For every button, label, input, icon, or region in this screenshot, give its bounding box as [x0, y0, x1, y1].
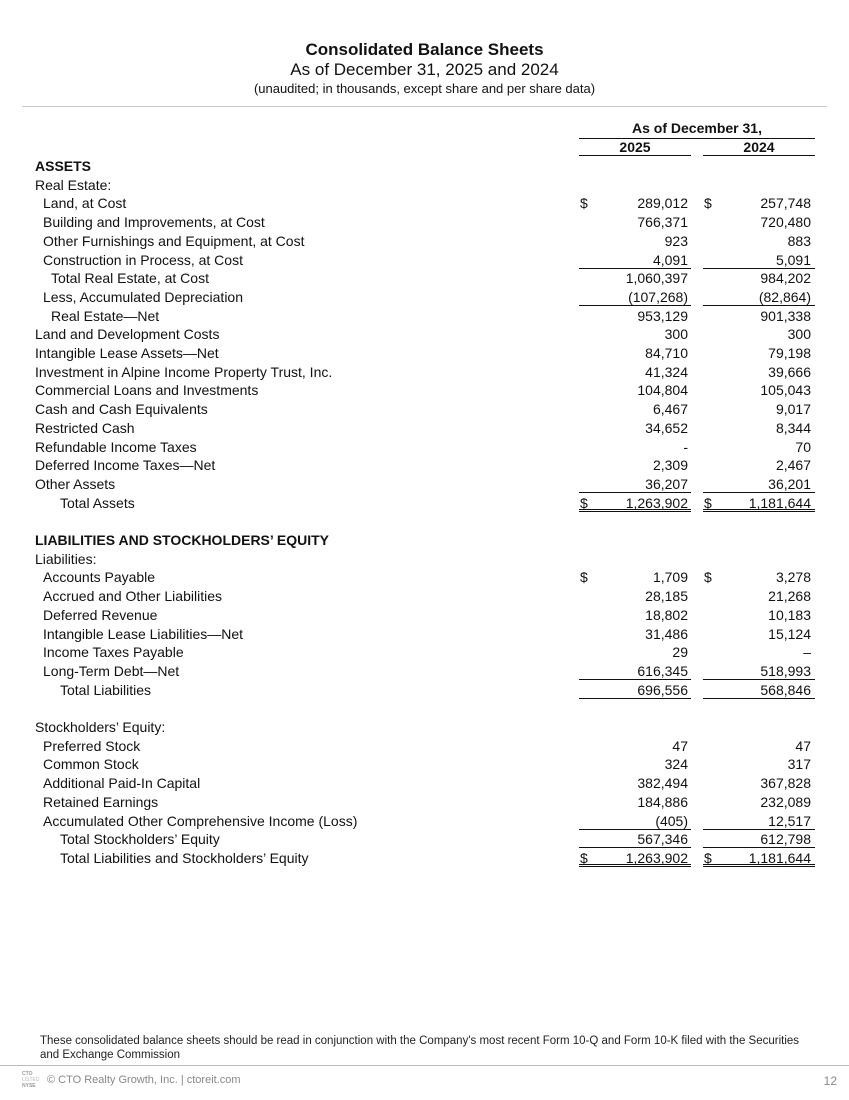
logo-bottom-text: NYSE [22, 1083, 36, 1089]
value-2024: 12,517 [703, 812, 815, 830]
row-deferred-revenue [0, 606, 849, 625]
currency-symbol: $ [704, 569, 712, 586]
value-2025: 47 [672, 737, 688, 754]
value-2024: 3,278 [775, 569, 811, 586]
footnote: These consolidated balance sheets should be read in conjunction with the Company's most recent Form 10-Q and Form 10-K filed with the Securities and Exchange Commission [40, 1035, 800, 1061]
value-2024: 883 [787, 232, 811, 249]
row-accounts-payable [0, 568, 849, 587]
row-label: Intangible Lease Liabilities—Net [43, 625, 244, 642]
value-2024: 9,017 [775, 401, 811, 418]
value-2025: 1,263,902 [579, 849, 691, 867]
value-2025: 36,207 [579, 475, 691, 493]
row-label: Accumulated Other Comprehensive Income (Loss) [43, 812, 358, 829]
row-label: Cash and Cash Equivalents [35, 401, 208, 418]
row-label: Less, Accumulated Depreciation [43, 288, 243, 305]
row-label: Accrued and Other Liabilities [43, 588, 222, 605]
row-label: Refundable Income Taxes [35, 438, 197, 455]
row-cash [0, 400, 849, 419]
row-income-taxes-payable [0, 643, 849, 662]
report-units-note: (unaudited; in thousands, except share and per share data) [253, 81, 596, 96]
subheading-stockholders-equity [0, 718, 849, 737]
row-commercial-loans [0, 381, 849, 400]
value-2024: 300 [787, 326, 811, 343]
value-2025: 104,804 [637, 382, 688, 399]
report-title: Consolidated Balance Sheets [305, 40, 544, 59]
value-2025: (405) [579, 812, 691, 830]
value-2024: 79,198 [768, 345, 811, 361]
value-2025: 6,467 [652, 401, 688, 418]
row-intangible-lease-liabilities [0, 625, 849, 644]
row-label: Building and Improvements, at Cost [43, 214, 265, 231]
column-group-header: As of December 31, [579, 120, 815, 139]
page-footer [22, 1071, 241, 1089]
row-accrued-liabilities [0, 587, 849, 606]
row-label: LIABILITIES AND STOCKHOLDERS’ EQUITY [35, 532, 330, 548]
value-2025: 923 [664, 232, 688, 249]
value-2024: 8,344 [775, 419, 811, 436]
value-2025: 289,012 [637, 195, 688, 212]
row-label: Total Stockholders’ Equity [60, 831, 220, 848]
row-label: Liabilities: [35, 550, 97, 567]
row-label: Other Assets [35, 475, 116, 492]
currency-symbol: $ [704, 849, 712, 866]
row-preferred-stock [0, 737, 849, 756]
row-label: Long-Term Debt—Net [43, 662, 180, 679]
logo-mid-text: LISTED [22, 1077, 40, 1083]
section-heading-liabilities-equity [0, 531, 849, 550]
currency-symbol: $ [704, 195, 712, 212]
subheading-real-estate [0, 176, 849, 195]
value-2024: 1,181,644 [703, 494, 815, 512]
value-2024: 39,666 [768, 363, 811, 380]
row-label: Other Furnishings and Equipment, at Cost [43, 232, 305, 249]
value-2025: 34,652 [645, 419, 688, 436]
value-2024: 317 [787, 756, 811, 773]
row-label: Construction in Process, at Cost [43, 251, 243, 268]
row-total-liabilities [0, 681, 849, 700]
currency-symbol: $ [580, 494, 588, 511]
row-label: Accounts Payable [43, 569, 156, 586]
value-2024: – [803, 644, 811, 661]
row-label: ASSETS [35, 158, 92, 174]
value-2025: 41,324 [645, 363, 688, 380]
value-2025: 567,346 [579, 830, 691, 848]
row-label: Land, at Cost [43, 195, 127, 212]
value-2025: 616,345 [579, 662, 691, 680]
value-2024: 568,846 [703, 681, 815, 699]
value-2025: 18,802 [645, 606, 688, 623]
value-2025: 28,185 [645, 588, 688, 605]
row-label: Total Liabilities and Stockholders’ Equity [60, 849, 309, 866]
row-investment-alpine [0, 363, 849, 382]
row-furnishings [0, 232, 849, 251]
value-2024: 720,480 [760, 214, 811, 231]
footer-divider [0, 1065, 849, 1066]
row-label: Land and Development Costs [35, 326, 220, 343]
value-2024: 21,268 [768, 588, 811, 605]
row-construction [0, 251, 849, 270]
row-label: Real Estate: [35, 176, 112, 193]
report-subtitle: As of December 31, 2025 and 2024 [290, 60, 559, 79]
row-label: Common Stock [43, 756, 139, 773]
row-label: Investment in Alpine Income Property Trust, Inc. [35, 363, 333, 380]
currency-symbol: $ [580, 195, 588, 212]
column-header-2025: 2025 [579, 139, 691, 156]
value-2024: 901,338 [760, 307, 811, 324]
report-header [0, 40, 849, 97]
row-aoci [0, 812, 849, 831]
value-2025: - [683, 438, 688, 455]
value-2025: 1,263,902 [579, 494, 691, 512]
row-land [0, 194, 849, 213]
row-label: Real Estate—Net [51, 307, 160, 324]
value-2024: 70 [795, 438, 811, 455]
value-2025: 1,709 [652, 569, 688, 586]
value-2024: 367,828 [760, 775, 811, 792]
value-2024: 36,201 [703, 475, 815, 493]
value-2025: 382,494 [637, 775, 688, 792]
row-label: Preferred Stock [43, 737, 141, 754]
value-2025: 953,129 [637, 307, 688, 324]
cto-nyse-logo [22, 1071, 44, 1089]
value-2025: 1,060,397 [625, 270, 688, 287]
value-2024: (82,864) [703, 288, 815, 306]
value-2025: 31,486 [645, 625, 688, 642]
row-retained-earnings [0, 793, 849, 812]
value-2024: 10,183 [768, 606, 811, 623]
value-2024: 15,124 [768, 625, 811, 642]
row-long-term-debt [0, 662, 849, 681]
row-real-estate-net [0, 307, 849, 326]
row-label: Total Real Estate, at Cost [51, 270, 209, 287]
value-2024: 518,993 [703, 662, 815, 680]
section-heading-assets [0, 157, 849, 176]
row-total-stockholders-equity [0, 830, 849, 849]
row-label: Deferred Income Taxes—Net [35, 457, 216, 474]
column-header-2024: 2024 [703, 139, 815, 156]
row-intangible-lease-assets [0, 344, 849, 363]
value-2025: 184,886 [637, 793, 688, 810]
value-2025: 696,556 [579, 681, 691, 699]
value-2025: 300 [664, 326, 688, 343]
subheading-liabilities [0, 550, 849, 569]
copyright-text: © CTO Realty Growth, Inc. | ctoreit.com [47, 1074, 241, 1086]
value-2024: 47 [795, 737, 811, 754]
row-building [0, 213, 849, 232]
row-restricted-cash [0, 419, 849, 438]
value-2025: 29 [672, 644, 688, 661]
value-2024: 2,467 [775, 457, 811, 474]
value-2024: 105,043 [760, 382, 811, 399]
row-label: Intangible Lease Assets—Net [35, 345, 219, 361]
page-number: 12 [823, 1074, 837, 1088]
value-2024: 5,091 [703, 251, 815, 269]
currency-symbol: $ [580, 569, 588, 586]
row-label: Total Assets [60, 494, 135, 511]
row-label: Restricted Cash [35, 419, 135, 436]
value-2024: 257,748 [760, 195, 811, 212]
currency-symbol: $ [580, 849, 588, 866]
row-label: Retained Earnings [43, 793, 159, 810]
row-deferred-income-taxes [0, 456, 849, 475]
row-common-stock [0, 755, 849, 774]
value-2025: 2,309 [652, 457, 688, 474]
row-accumulated-depreciation [0, 288, 849, 307]
value-2025: 766,371 [637, 214, 688, 231]
currency-symbol: $ [704, 494, 712, 511]
row-land-development [0, 325, 849, 344]
row-total-liabilities-and-equity [0, 849, 849, 868]
row-label: Deferred Revenue [43, 606, 158, 623]
row-label: Stockholders’ Equity: [35, 719, 166, 735]
row-other-assets [0, 475, 849, 494]
row-total-assets [0, 494, 849, 513]
row-label: Income Taxes Payable [43, 644, 184, 661]
header-divider [22, 106, 827, 107]
value-2025: 4,091 [579, 251, 691, 269]
value-2025: 324 [664, 756, 688, 773]
value-2025: 84,710 [645, 345, 688, 361]
row-label: Commercial Loans and Investments [35, 382, 259, 399]
row-additional-paid-in-capital [0, 774, 849, 793]
row-label: Additional Paid-In Capital [43, 775, 201, 792]
row-label: Total Liabilities [60, 681, 152, 698]
row-total-real-estate [0, 269, 849, 288]
value-2024: 984,202 [760, 270, 811, 287]
value-2025: (107,268) [579, 288, 691, 306]
row-refundable-income-taxes [0, 438, 849, 457]
logo-top-text: CTO [22, 1071, 33, 1077]
value-2024: 612,798 [703, 830, 815, 848]
value-2024: 232,089 [760, 793, 811, 810]
value-2024: 1,181,644 [703, 849, 815, 867]
